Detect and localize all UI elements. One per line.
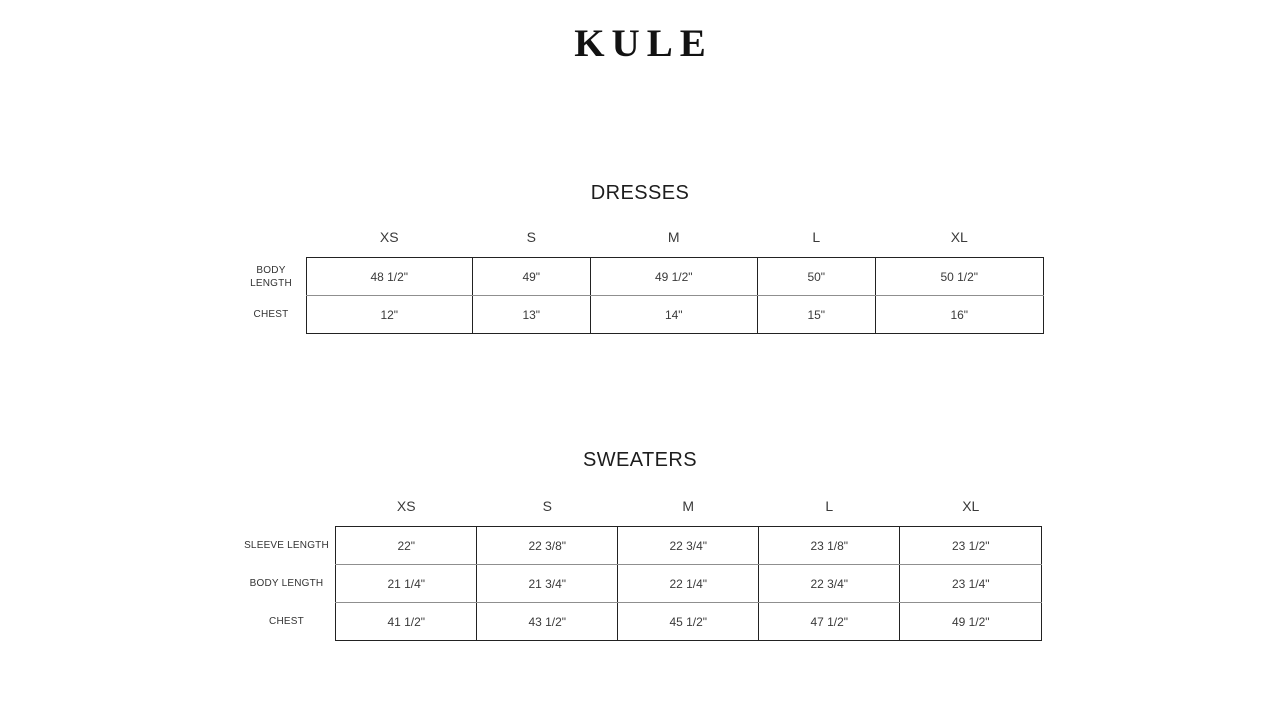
dresses-col-header-xl: XL bbox=[950, 229, 968, 245]
sweaters-col-header-l: L bbox=[825, 498, 834, 514]
dresses-chest-xs: 12" bbox=[306, 296, 472, 334]
sweaters-col-header-s: S bbox=[542, 498, 552, 514]
dresses-body-length-xs: 48 1/2" bbox=[306, 258, 472, 296]
sweaters-chest-row bbox=[238, 603, 1042, 641]
dresses-body-length-xl: 50 1/2" bbox=[875, 258, 1043, 296]
sweaters-chest-xs: 41 1/2" bbox=[336, 603, 477, 641]
dresses-col-header-l: L bbox=[812, 229, 821, 245]
sweaters-body-length-l: 22 3/4" bbox=[759, 565, 900, 603]
sweaters-body-length-row bbox=[238, 565, 1042, 603]
sweaters-body-length-xl: 23 1/4" bbox=[900, 565, 1042, 603]
sweaters-row-label-body-length: BODY LENGTH bbox=[249, 578, 324, 589]
dresses-col-header-m: M bbox=[667, 229, 680, 245]
sweaters-chest-xl: 49 1/2" bbox=[900, 603, 1042, 641]
dresses-body-length-l: 50" bbox=[757, 258, 875, 296]
dresses-row-label-chest: CHEST bbox=[253, 309, 289, 320]
sweaters-body-length-xs: 21 1/4" bbox=[336, 565, 477, 603]
sweaters-corner-spacer bbox=[238, 499, 336, 527]
sweaters-sleeve-length-row bbox=[238, 527, 1042, 565]
dresses-section-title: DRESSES bbox=[590, 182, 690, 204]
dresses-chest-xl: 16" bbox=[875, 296, 1043, 334]
sweaters-sleeve-length-m: 22 3/4" bbox=[618, 527, 759, 565]
sweaters-col-header-xs: XS bbox=[396, 498, 416, 514]
sweaters-sleeve-length-s: 22 3/8" bbox=[477, 527, 618, 565]
sweaters-body-length-m: 22 1/4" bbox=[618, 565, 759, 603]
sweaters-sleeve-length-xl: 23 1/2" bbox=[900, 527, 1042, 565]
sweaters-sleeve-length-xs: 22" bbox=[336, 527, 477, 565]
dresses-section bbox=[0, 181, 1280, 334]
dresses-chest-m: 14" bbox=[590, 296, 757, 334]
dresses-chest-l: 15" bbox=[757, 296, 875, 334]
dresses-col-header-s: S bbox=[526, 229, 536, 245]
sweaters-chest-m: 45 1/2" bbox=[618, 603, 759, 641]
sweaters-row-label-chest: CHEST bbox=[269, 616, 304, 627]
dresses-body-length-m: 49 1/2" bbox=[590, 258, 757, 296]
sweaters-row-label-sleeve-length: SLEEVE LENGTH bbox=[244, 540, 329, 551]
sweaters-body-length-s: 21 3/4" bbox=[477, 565, 618, 603]
dresses-size-header-row bbox=[236, 230, 1043, 258]
sweaters-chest-l: 47 1/2" bbox=[759, 603, 900, 641]
dresses-corner-spacer bbox=[236, 230, 306, 258]
sweaters-size-table bbox=[238, 499, 1043, 641]
dresses-chest-s: 13" bbox=[472, 296, 590, 334]
dresses-col-header-xs: XS bbox=[379, 229, 399, 245]
page-header bbox=[0, 0, 1280, 63]
sweaters-chest-s: 43 1/2" bbox=[477, 603, 618, 641]
sweaters-section bbox=[0, 448, 1280, 641]
sweaters-sleeve-length-l: 23 1/8" bbox=[759, 527, 900, 565]
dresses-size-table bbox=[236, 230, 1044, 334]
brand-logo: KULE bbox=[574, 22, 713, 65]
sweaters-col-header-m: M bbox=[682, 498, 695, 514]
sweaters-col-header-xl: XL bbox=[962, 498, 980, 514]
sweaters-size-header-row bbox=[238, 499, 1042, 527]
dresses-body-length-row bbox=[236, 258, 1043, 296]
sweaters-section-title: SWEATERS bbox=[583, 449, 697, 471]
dresses-body-length-s: 49" bbox=[472, 258, 590, 296]
dresses-row-label-body-length: BODY LENGTH bbox=[250, 264, 292, 289]
dresses-chest-row bbox=[236, 296, 1043, 334]
